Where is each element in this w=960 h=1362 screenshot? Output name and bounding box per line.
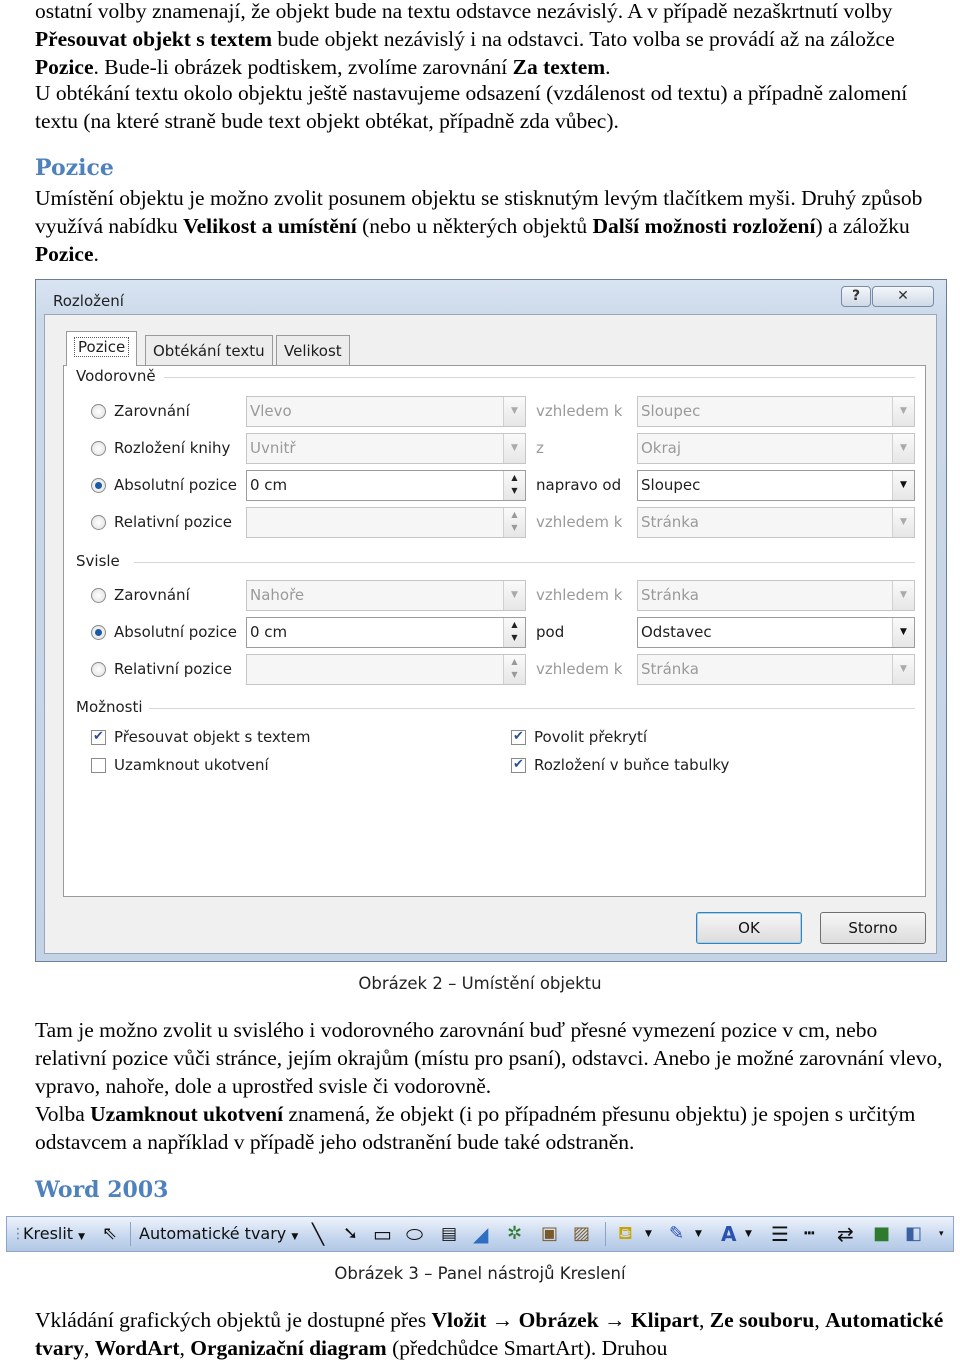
heading-word-2003: Word 2003 [35, 1177, 169, 1203]
radio-v-alignment-label: Zarovnání [114, 586, 190, 604]
radio-v-absolute-label: Absolutní pozice [114, 623, 237, 641]
autoshapes-menu-button[interactable]: Automatické tvary ▼ [139, 1224, 299, 1243]
tab-text-wrapping[interactable]: Obtékání textu [145, 335, 273, 365]
body-paragraph-3: Tam je možno zvolit u svislého i vodorovného zarovnání buď přesné vymezení pozice v cm, nebo relativní pozice vůči stránce, jejím okrajům (místu pro psaní), odstavci. Anebo je možné zarovnání vlevo, vpravo, nahoře, dole a uprostřed svisle či vodorovně. [35, 1018, 943, 1098]
line-icon[interactable]: ╲ [312, 1222, 325, 1246]
radio-book-layout[interactable] [91, 441, 106, 456]
3d-style-icon[interactable]: ◧ [905, 1223, 923, 1244]
pozice-paragraph: Umístění objektu je možno zvolit posunem objektu se stisknutým levým tlačítkem myši. Druhý způsob využívá nabídku Velikost a umístění (nebo u některých objektů Další možnosti rozložení) a záložku Pozice. [35, 186, 923, 266]
chevron-down-icon: ▼ [892, 471, 914, 500]
chevron-down-icon: ▼ [291, 1232, 299, 1242]
intro-paragraph-2: U obtékání textu okolo objektu ještě nastavujeme odsazení (vzdálenost od textu) a případně zalomení textu (na které straně bude text objekt obtékat, případně zda vůbec). [35, 81, 908, 133]
radio-h-relative-label: Relativní pozice [114, 513, 232, 531]
v-relative-target-select[interactable]: Stránka ▼ [637, 654, 915, 685]
figure-caption-2: Obrázek 2 – Umístění objektu [358, 974, 602, 993]
toolbar-options-icon[interactable]: ▾ [939, 1229, 944, 1239]
close-button[interactable] [872, 286, 934, 307]
drawing-toolbar [6, 1216, 954, 1252]
text-box-icon[interactable]: ▤ [441, 1224, 458, 1244]
h-relative-target-select[interactable]: Stránka ▼ [637, 507, 915, 538]
section-divider [164, 377, 915, 378]
radio-h-alignment-label: Zarovnání [114, 402, 190, 420]
book-layout-target-select[interactable]: Okraj ▼ [637, 433, 915, 464]
close-icon: ✕ [897, 288, 909, 304]
chevron-down-icon: ▼ [892, 508, 914, 537]
rectangle-icon[interactable]: ▭ [373, 1222, 392, 1246]
v-absolute-input[interactable]: 0 cm ▲ ▼ [246, 617, 526, 648]
section-vertical-label: Svisle [76, 552, 126, 570]
v-alignment-target-select[interactable]: Stránka ▼ [637, 580, 915, 611]
figure-caption-3: Obrázek 3 – Panel nástrojů Kreslení [334, 1264, 626, 1283]
line-color-icon[interactable]: ✎ [669, 1223, 685, 1244]
radio-h-alignment[interactable] [91, 404, 106, 419]
chevron-down-icon: ▼ [78, 1232, 86, 1242]
tab-panel-pozice [63, 365, 926, 897]
select-objects-icon[interactable]: ⇖ [102, 1223, 118, 1244]
spinner-icon[interactable]: ▲ ▼ [503, 471, 525, 500]
checkbox-move-with-text[interactable]: ✔ [91, 730, 106, 745]
radio-book-layout-label: Rozložení knihy [114, 439, 231, 457]
intro-paragraph-1: ostatní volby znamenají, že objekt bude na textu odstavce nezávislý. A v případě nezaškrtnutí volby Přesouvat objekt s textem bude objekt nezávislý i na odstavci. Tato volba se provádí až na záložce Pozice. Bude-li obrázek podtiskem, zvolíme zarovnání Za textem. [35, 0, 895, 79]
help-button[interactable]: ? [841, 286, 871, 307]
chevron-down-icon: ▼ [503, 397, 525, 426]
radio-v-relative-label: Relativní pozice [114, 660, 232, 678]
oval-icon[interactable]: ⬭ [406, 1222, 424, 1246]
fill-color-icon[interactable]: ⛾ [618, 1223, 633, 1244]
h-absolute-relation: napravo od [536, 476, 622, 494]
book-layout-select[interactable]: Uvnitř ▼ [246, 433, 526, 464]
cancel-button[interactable]: Storno [820, 912, 926, 944]
book-layout-relation: z [536, 439, 544, 457]
dash-style-icon[interactable]: ┅ [804, 1223, 815, 1244]
h-alignment-relation: vzhledem k [536, 402, 623, 420]
body-paragraph-4: Volba Uzamknout ukotvení znamená, že objekt (i po případném přesunu objektu) je spojen s určitým odstavcem a například v případě jeho odstranění bude také odstraněn. [35, 1102, 916, 1154]
radio-h-absolute[interactable] [91, 478, 106, 493]
wordart-icon[interactable]: ◢ [473, 1222, 489, 1246]
h-absolute-input[interactable]: 0 cm ▲ ▼ [246, 470, 526, 501]
spinner-icon[interactable]: ▲ ▼ [503, 655, 525, 684]
radio-v-alignment[interactable] [91, 588, 106, 603]
line-style-icon[interactable]: ☰ [771, 1222, 789, 1246]
spinner-icon[interactable]: ▲ ▼ [503, 618, 525, 647]
arrow-style-icon[interactable]: ⇄ [837, 1222, 854, 1246]
dialog-title: Rozložení [53, 292, 124, 310]
section-divider [149, 708, 915, 709]
dialog-client [44, 314, 937, 954]
checkbox-allow-overlap[interactable]: ✔ [511, 730, 526, 745]
toolbar-separator [130, 1222, 131, 1246]
h-relative-input[interactable] [246, 507, 526, 538]
chevron-down-icon[interactable]: ▼ [695, 1229, 702, 1239]
heading-pozice: Pozice [35, 155, 114, 181]
chevron-down-icon: ▼ [892, 581, 914, 610]
diagram-icon[interactable]: ✲ [507, 1223, 523, 1244]
checkbox-lock-anchor-label: Uzamknout ukotvení [114, 756, 269, 774]
draw-menu-button[interactable]: Kreslit ▼ [23, 1224, 86, 1243]
section-horizontal-label: Vodorovně [76, 367, 162, 385]
radio-h-relative[interactable] [91, 515, 106, 530]
chevron-down-icon: ▼ [892, 434, 914, 463]
checkbox-lock-anchor[interactable] [91, 758, 106, 773]
chevron-down-icon[interactable]: ▼ [645, 1229, 652, 1239]
tab-size[interactable]: Velikost [276, 335, 350, 365]
chevron-down-icon: ▼ [892, 397, 914, 426]
h-absolute-target-select[interactable]: Sloupec ▼ [637, 470, 915, 501]
checkbox-allow-overlap-label: Povolit překrytí [534, 728, 648, 746]
checkbox-move-with-text-label: Přesouvat objekt s textem [114, 728, 311, 746]
font-color-icon[interactable]: A [721, 1222, 737, 1246]
tab-pozice[interactable]: Pozice [66, 331, 137, 366]
radio-v-absolute[interactable] [91, 625, 106, 640]
v-alignment-select[interactable]: Nahoře ▼ [246, 580, 526, 611]
h-alignment-select[interactable]: Vlevo ▼ [246, 396, 526, 427]
v-relative-relation: vzhledem k [536, 660, 623, 678]
v-absolute-relation: pod [536, 623, 565, 641]
h-relative-relation: vzhledem k [536, 513, 623, 531]
checkbox-layout-in-cell-label: Rozložení v buňce tabulky [534, 756, 730, 774]
v-relative-input[interactable] [246, 654, 526, 685]
radio-h-absolute-label: Absolutní pozice [114, 476, 237, 494]
outro-paragraph: Vkládání grafických objektů je dostupné přes Vložit → Obrázek → Klipart, Ze souboru, Automatické tvary, WordArt, Organizační diagram (předchůdce SmartArt). Druhou [35, 1308, 944, 1360]
section-divider [134, 562, 915, 563]
insert-picture-icon[interactable]: ▨ [573, 1223, 591, 1244]
section-options-label: Možnosti [76, 698, 149, 716]
toolbar-separator [605, 1222, 606, 1246]
ok-button[interactable]: OK [696, 912, 802, 944]
clipart-icon[interactable]: ▣ [541, 1223, 559, 1244]
chevron-down-icon: ▼ [892, 618, 914, 647]
chevron-down-icon: ▼ [892, 655, 914, 684]
h-alignment-target-select[interactable]: Sloupec ▼ [637, 396, 915, 427]
arrow-icon[interactable]: ➘ [343, 1223, 359, 1244]
shadow-style-icon[interactable]: ■ [873, 1223, 891, 1244]
layout-dialog [35, 279, 947, 962]
chevron-down-icon: ▼ [503, 581, 525, 610]
v-alignment-relation: vzhledem k [536, 586, 623, 604]
v-absolute-target-select[interactable]: Odstavec ▼ [637, 617, 915, 648]
chevron-down-icon: ▼ [503, 434, 525, 463]
spinner-icon[interactable]: ▲ ▼ [503, 508, 525, 537]
chevron-down-icon[interactable]: ▼ [745, 1229, 752, 1239]
radio-v-relative[interactable] [91, 662, 106, 677]
checkbox-layout-in-cell[interactable]: ✔ [511, 758, 526, 773]
grip-icon[interactable]: ⋮ [11, 1226, 25, 1242]
